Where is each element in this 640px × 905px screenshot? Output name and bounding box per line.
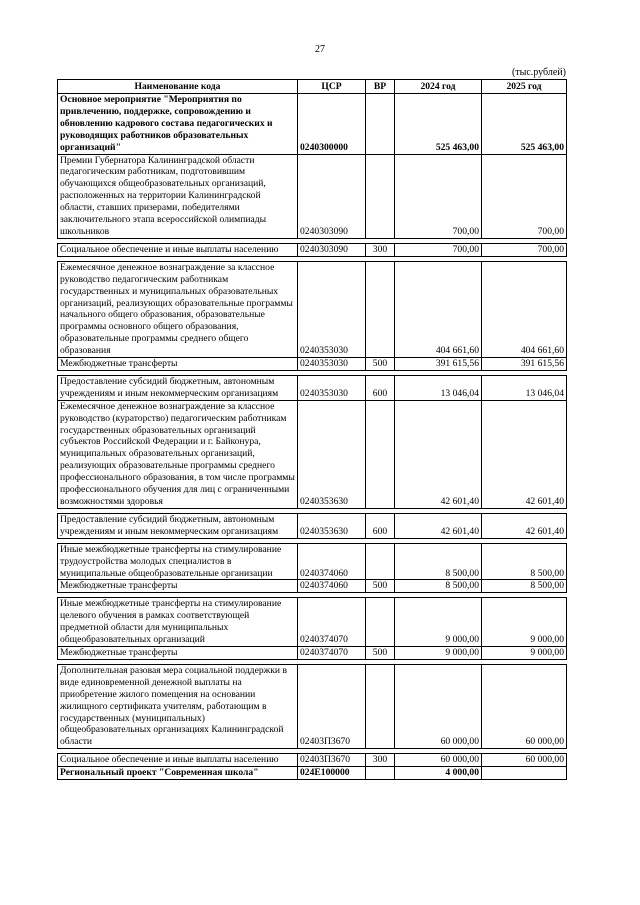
row-2025: 8 500,00 [482, 543, 567, 580]
row-2025: 700,00 [482, 154, 567, 238]
row-vr [366, 543, 395, 580]
row-vr: 600 [366, 375, 395, 400]
row-vr [366, 598, 395, 647]
row-2024: 8 500,00 [395, 543, 482, 580]
budget-table [57, 79, 567, 780]
table-row [58, 513, 567, 538]
row-name: Иные межбюджетные трансферты на стимулирование трудоустройства молодых специалистов в муниципальные общеобразовательные организации [58, 543, 298, 580]
row-vr: 300 [366, 243, 395, 256]
row-name: Межбюджетные трансферты [58, 646, 298, 659]
row-csr: 0240303090 [298, 154, 366, 238]
row-csr: 0240374060 [298, 580, 366, 593]
row-2024: 60 000,00 [395, 754, 482, 767]
row-2024: 13 046,04 [395, 375, 482, 400]
header-name: Наименование кода [58, 80, 298, 94]
row-csr: 0240303090 [298, 243, 366, 256]
table-row [58, 400, 567, 508]
table-row [58, 154, 567, 238]
row-vr [366, 400, 395, 508]
row-name: Региональный проект "Современная школа" [58, 767, 298, 780]
table-row [58, 646, 567, 659]
table-header-row [58, 80, 567, 94]
row-csr: 024E100000 [298, 767, 366, 780]
row-2025: 60 000,00 [482, 664, 567, 748]
table-row [58, 375, 567, 400]
row-vr [366, 94, 395, 155]
row-2024: 391 615,56 [395, 358, 482, 371]
row-2024: 525 463,00 [395, 94, 482, 155]
row-vr: 500 [366, 646, 395, 659]
row-vr [366, 154, 395, 238]
row-2024: 9 000,00 [395, 646, 482, 659]
table-body [58, 94, 567, 780]
table-row [58, 767, 567, 780]
row-2024: 9 000,00 [395, 598, 482, 647]
row-csr: 02403П3670 [298, 664, 366, 748]
table-row [58, 664, 567, 748]
row-csr: 0240353030 [298, 375, 366, 400]
row-csr: 0240353030 [298, 358, 366, 371]
row-name: Премии Губернатора Калининградской области педагогическим работникам, подготовившим обучающихся общеобразовательных организаций, расположенных на территории Калининградской области, ставших призерами, победителями заключительного этапа всероссийской олимпиады школьников [58, 154, 298, 238]
row-2025: 60 000,00 [482, 754, 567, 767]
row-2025: 404 661,60 [482, 261, 567, 357]
row-2024: 700,00 [395, 154, 482, 238]
row-2025: 391 615,56 [482, 358, 567, 371]
row-2025: 9 000,00 [482, 598, 567, 647]
row-vr: 500 [366, 580, 395, 593]
header-vr: ВР [366, 80, 395, 94]
row-csr: 0240300000 [298, 94, 366, 155]
row-csr: 02403П3670 [298, 754, 366, 767]
row-name: Межбюджетные трансферты [58, 358, 298, 371]
row-name: Социальное обеспечение и иные выплаты населению [58, 243, 298, 256]
row-vr: 600 [366, 513, 395, 538]
row-2024: 42 601,40 [395, 400, 482, 508]
row-name: Предоставление субсидий бюджетным, автономным учреждениям и иным некоммерческим организациям [58, 375, 298, 400]
row-vr: 500 [366, 358, 395, 371]
row-2025: 9 000,00 [482, 646, 567, 659]
header-csr: ЦСР [298, 80, 366, 94]
row-name: Предоставление субсидий бюджетным, автономным учреждениям и иным некоммерческим организациям [58, 513, 298, 538]
row-2025: 13 046,04 [482, 375, 567, 400]
row-2024: 4 000,00 [395, 767, 482, 780]
row-vr [366, 664, 395, 748]
table-row [58, 261, 567, 357]
row-vr [366, 261, 395, 357]
row-2024: 8 500,00 [395, 580, 482, 593]
row-2025: 525 463,00 [482, 94, 567, 155]
row-name: Ежемесячное денежное вознаграждение за классное руководство (кураторство) педагогическим работникам государственных образовательных организаций субъектов Российской Федерации и г. Байконура, муниципальных образовательных организаций, реализующих образовательные программы среднего профессионального образования, в том числе программы профессионального обучения для лиц с ограниченными возможностями здоровья [58, 400, 298, 508]
row-name: Иные межбюджетные трансферты на стимулирование целевого обучения в рамках соответствующей предметной области для муниципальных общеобразовательных организаций [58, 598, 298, 647]
row-2025: 700,00 [482, 243, 567, 256]
table-row [58, 243, 567, 256]
header-2024: 2024 год [395, 80, 482, 94]
table-row [58, 598, 567, 647]
table-row [58, 580, 567, 593]
row-vr: 300 [366, 754, 395, 767]
row-2025: 42 601,40 [482, 400, 567, 508]
row-2025: 42 601,40 [482, 513, 567, 538]
row-csr: 0240374060 [298, 543, 366, 580]
row-csr: 0240353030 [298, 261, 366, 357]
row-csr: 0240353630 [298, 400, 366, 508]
table-row [58, 543, 567, 580]
row-name: Социальное обеспечение и иные выплаты населению [58, 754, 298, 767]
page-number: 27 [315, 44, 325, 55]
row-2025: 8 500,00 [482, 580, 567, 593]
row-2025 [482, 767, 567, 780]
row-vr [366, 767, 395, 780]
row-csr: 0240374070 [298, 646, 366, 659]
row-name: Ежемесячное денежное вознаграждение за классное руководство педагогическим работникам государственных и муниципальных образовательных организаций, реализующих образовательные программы начального общего образования, образовательные программы основного общего образования, образовательные программы среднего общего образования [58, 261, 298, 357]
row-csr: 0240374070 [298, 598, 366, 647]
row-name: Дополнительная разовая мера социальной поддержки в виде единовременной денежной выплаты на приобретение жилого помещения на основании жилищного сертификата учителям, работающим в государственных (муниципальных) общеобразовательных организациях Калининградской области [58, 664, 298, 748]
row-2024: 60 000,00 [395, 664, 482, 748]
row-name: Основное мероприятие "Мероприятия по привлечению, поддержке, сопровождению и обновлению кадрового состава педагогических и руководящих работников образовательных организаций" [58, 94, 298, 155]
row-2024: 42 601,40 [395, 513, 482, 538]
row-name: Межбюджетные трансферты [58, 580, 298, 593]
table-row [58, 358, 567, 371]
row-2024: 404 661,60 [395, 261, 482, 357]
row-2024: 700,00 [395, 243, 482, 256]
header-2025: 2025 год [482, 80, 567, 94]
row-csr: 0240353630 [298, 513, 366, 538]
units-label: (тыс.рублей) [511, 67, 566, 78]
table-row [58, 94, 567, 155]
table-row [58, 754, 567, 767]
